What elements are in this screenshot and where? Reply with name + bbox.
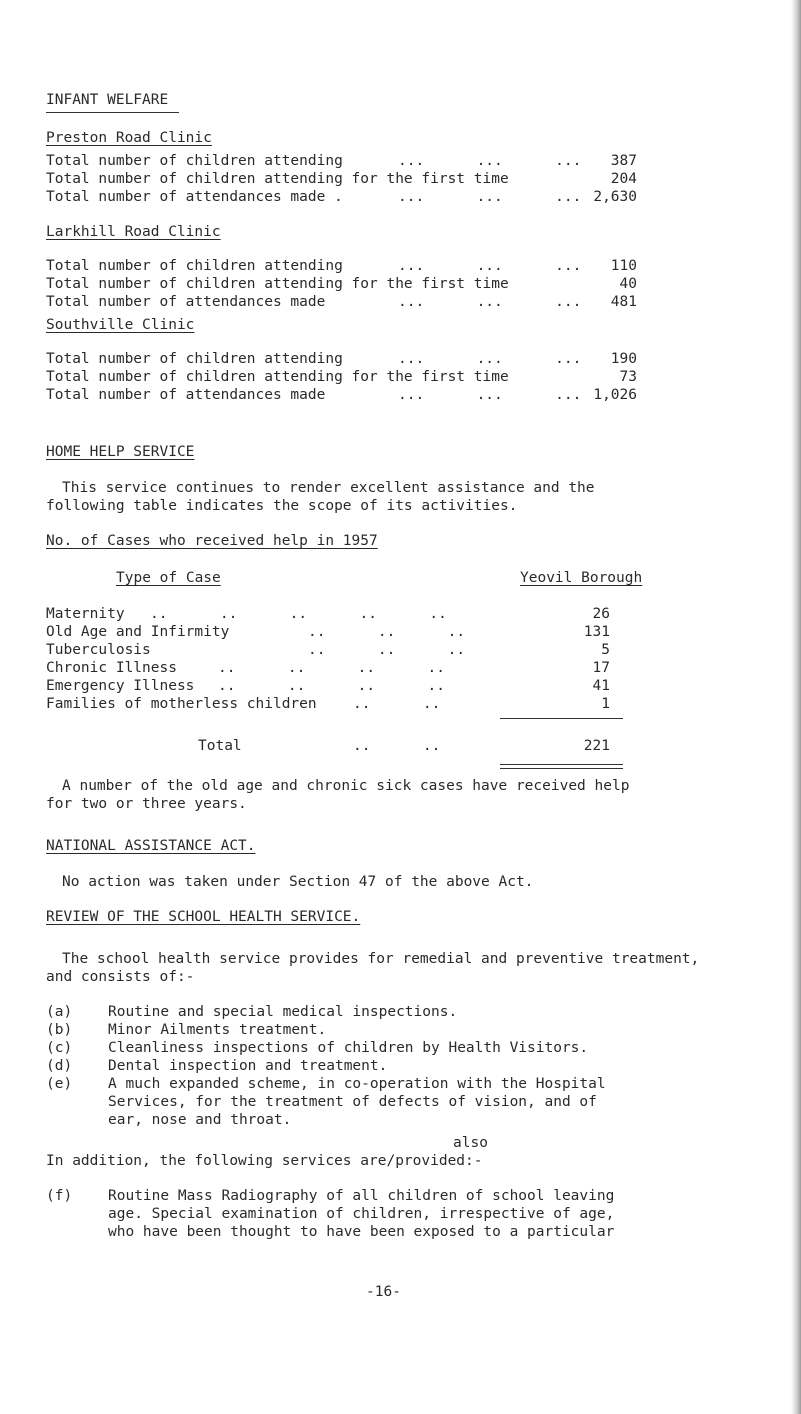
larkhill-row-value: 110	[610, 258, 637, 274]
list-marker: (b)	[46, 1022, 73, 1038]
page-edge-shadow	[791, 0, 801, 1414]
total-rule-bottom-2	[500, 768, 623, 769]
list-item: Cleanliness inspections of children by Health Visitors.	[108, 1040, 589, 1056]
school-health-heading: REVIEW OF THE SCHOOL HEALTH SERVICE.	[46, 909, 361, 925]
home-help-intro: following table indicates the scope of its activities.	[46, 498, 518, 514]
case-type-label: Maternity	[46, 606, 125, 622]
list-item: Minor Ailments treatment.	[108, 1022, 327, 1038]
case-count: 131	[583, 624, 610, 640]
case-count: 26	[592, 606, 610, 622]
southville-row-value: 190	[610, 351, 637, 367]
southville-heading: Southville Clinic	[46, 317, 195, 333]
list-item: A much expanded scheme, in co-operation with the Hospital	[108, 1076, 606, 1092]
title-underline	[46, 112, 179, 113]
case-type-label: Tuberculosis	[46, 642, 151, 658]
national-assistance-heading: NATIONAL ASSISTANCE ACT.	[46, 838, 256, 854]
list-marker: (d)	[46, 1058, 73, 1074]
list-item: Routine and special medical inspections.	[108, 1004, 458, 1020]
home-help-subheading: No. of Cases who received help in 1957	[46, 533, 378, 549]
school-health-intro: and consists of:-	[46, 969, 195, 985]
southville-row-label: Total number of children attending for the first time	[46, 369, 509, 385]
preston-row-value: 2,630	[593, 189, 637, 205]
case-count: 5	[601, 642, 610, 658]
also-text: also	[453, 1135, 488, 1151]
leader-dots: .. .. .. ..	[218, 660, 445, 676]
case-count: 17	[592, 660, 610, 676]
southville-row-label: Total number of attendances made	[46, 387, 326, 403]
addition-text: In addition, the following services are/provided:-	[46, 1153, 483, 1169]
list-item: Services, for the treatment of defects of vision, and of	[108, 1094, 597, 1110]
total-value: 221	[583, 738, 610, 754]
home-help-heading: HOME HELP SERVICE	[46, 444, 195, 460]
leader-dots: ... ... ...	[398, 294, 582, 310]
home-help-note: A number of the old age and chronic sick cases have received help	[62, 778, 630, 794]
list-marker: (a)	[46, 1004, 73, 1020]
home-help-note: for two or three years.	[46, 796, 247, 812]
home-help-intro: This service continues to render excellent assistance and the	[62, 480, 595, 496]
southville-row-label: Total number of children attending	[46, 351, 343, 367]
total-rule-bottom-1	[500, 764, 623, 765]
list-item: age. Special examination of children, irrespective of age,	[108, 1206, 615, 1222]
preston-heading: Preston Road Clinic	[46, 130, 212, 146]
case-count: 1	[601, 696, 610, 712]
leader-dots: .. .. .. ..	[218, 678, 445, 694]
national-assistance-text: No action was taken under Section 47 of the above Act.	[62, 874, 534, 890]
list-item: who have been thought to have been exposed to a particular	[108, 1224, 615, 1240]
page-title: INFANT WELFARE	[46, 92, 169, 108]
leader-dots: .. .. ..	[308, 642, 466, 658]
total-label: Total	[198, 738, 242, 754]
total-rule-top	[500, 718, 623, 719]
leader-dots: ... ... ...	[398, 153, 582, 169]
leader-dots: ... ... ...	[398, 387, 582, 403]
case-type-label: Old Age and Infirmity	[46, 624, 230, 640]
list-marker: (e)	[46, 1076, 73, 1092]
list-item: Routine Mass Radiography of all children of school leaving	[108, 1188, 615, 1204]
preston-row-label: Total number of attendances made .	[46, 189, 343, 205]
preston-row-label: Total number of children attending	[46, 153, 343, 169]
larkhill-row-label: Total number of attendances made	[46, 294, 326, 310]
larkhill-row-label: Total number of children attending for the first time	[46, 276, 509, 292]
case-count: 41	[592, 678, 610, 694]
leader-dots: .. .. .. .. ..	[150, 606, 447, 622]
leader-dots: .. ..	[353, 696, 441, 712]
leader-dots: .. ..	[353, 738, 441, 754]
larkhill-row-value: 40	[619, 276, 637, 292]
preston-row-value: 204	[610, 171, 637, 187]
page-number: -16-	[366, 1284, 401, 1300]
case-type-label: Emergency Illness	[46, 678, 195, 694]
leader-dots: ... ... ...	[398, 258, 582, 274]
school-health-intro: The school health service provides for remedial and preventive treatment,	[62, 951, 700, 967]
larkhill-heading: Larkhill Road Clinic	[46, 224, 221, 240]
case-type-label: Families of motherless children	[46, 696, 317, 712]
list-marker: (f)	[46, 1188, 73, 1204]
list-marker: (c)	[46, 1040, 73, 1056]
larkhill-row-value: 481	[610, 294, 637, 310]
southville-row-value: 73	[619, 369, 637, 385]
preston-row-label: Total number of children attending for the first time	[46, 171, 509, 187]
column-header-borough: Yeovil Borough	[520, 570, 643, 586]
list-item: Dental inspection and treatment.	[108, 1058, 388, 1074]
preston-row-value: 387	[610, 153, 637, 169]
leader-dots: ... ... ...	[398, 189, 582, 205]
larkhill-row-label: Total number of children attending	[46, 258, 343, 274]
leader-dots: .. .. ..	[308, 624, 466, 640]
southville-row-value: 1,026	[593, 387, 637, 403]
leader-dots: ... ... ...	[398, 351, 582, 367]
column-header-type: Type of Case	[116, 570, 221, 586]
case-type-label: Chronic Illness	[46, 660, 177, 676]
list-item: ear, nose and throat.	[108, 1112, 292, 1128]
